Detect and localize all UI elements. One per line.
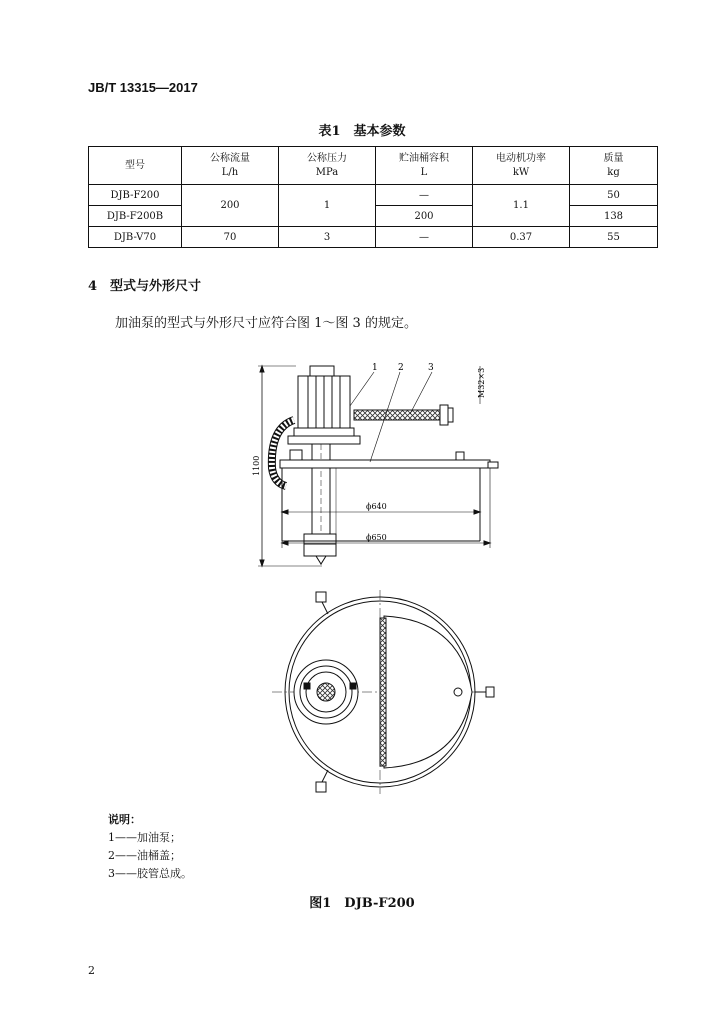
pump-technical-drawing — [250, 358, 510, 798]
col-header-volume: 贮油桶容积 L — [376, 147, 473, 185]
inner-diameter-dimension: ϕ640 — [366, 502, 387, 511]
col-header-power: 电动机功率 kW — [473, 147, 570, 185]
outer-diameter-dimension: ϕ650 — [366, 533, 387, 542]
cell-model: DJB-F200 — [89, 185, 182, 206]
top-view — [272, 590, 494, 794]
col-header-model: 型号 — [89, 147, 182, 185]
cell-mass: 55 — [570, 227, 658, 248]
cell-model: DJB-V70 — [89, 227, 182, 248]
cell-volume: — — [376, 227, 473, 248]
callout-1: 1 — [372, 363, 378, 373]
callout-3: 3 — [428, 363, 434, 373]
cell-flow: 70 — [182, 227, 279, 248]
legend-item-1: 1——加油泵； — [108, 831, 181, 844]
document-header: JB/T 13315—2017 — [88, 80, 198, 95]
legend-item-3: 3——胶管总成。 — [108, 867, 192, 880]
height-dimension: 1100 — [252, 455, 261, 476]
col-header-flow: 公称流量 L/h — [182, 147, 279, 185]
cell-model: DJB-F200B — [89, 206, 182, 227]
legend-title: 说明： — [108, 813, 141, 826]
cell-volume: 200 — [376, 206, 473, 227]
cell-flow-merged: 200 — [182, 185, 279, 227]
cell-pressure: 3 — [279, 227, 376, 248]
col-header-mass: 质量 kg — [570, 147, 658, 185]
table-header-row — [89, 147, 658, 185]
parameters-table — [88, 146, 658, 248]
cell-mass: 138 — [570, 206, 658, 227]
table-title: 表1 基本参数 — [318, 124, 406, 139]
legend-item-2: 2——油桶盖； — [108, 849, 181, 862]
thread-label: M32×3 — [477, 367, 486, 398]
cell-power: 0.37 — [473, 227, 570, 248]
figure-caption: 图1 DJB-F200 — [309, 896, 415, 911]
col-header-pressure: 公称压力 MPa — [279, 147, 376, 185]
section-heading: 4 型式与外形尺寸 — [88, 279, 202, 294]
body-paragraph: 加油泵的型式与外形尺寸应符合图 1～图 3 的规定。 — [115, 316, 417, 331]
cell-mass: 50 — [570, 185, 658, 206]
page-number: 2 — [88, 964, 95, 977]
cell-volume: — — [376, 185, 473, 206]
table-row — [89, 227, 658, 248]
table-row — [89, 185, 658, 206]
cell-power-merged: 1.1 — [473, 185, 570, 227]
cell-pressure-merged: 1 — [279, 185, 376, 227]
callout-2: 2 — [398, 363, 404, 373]
